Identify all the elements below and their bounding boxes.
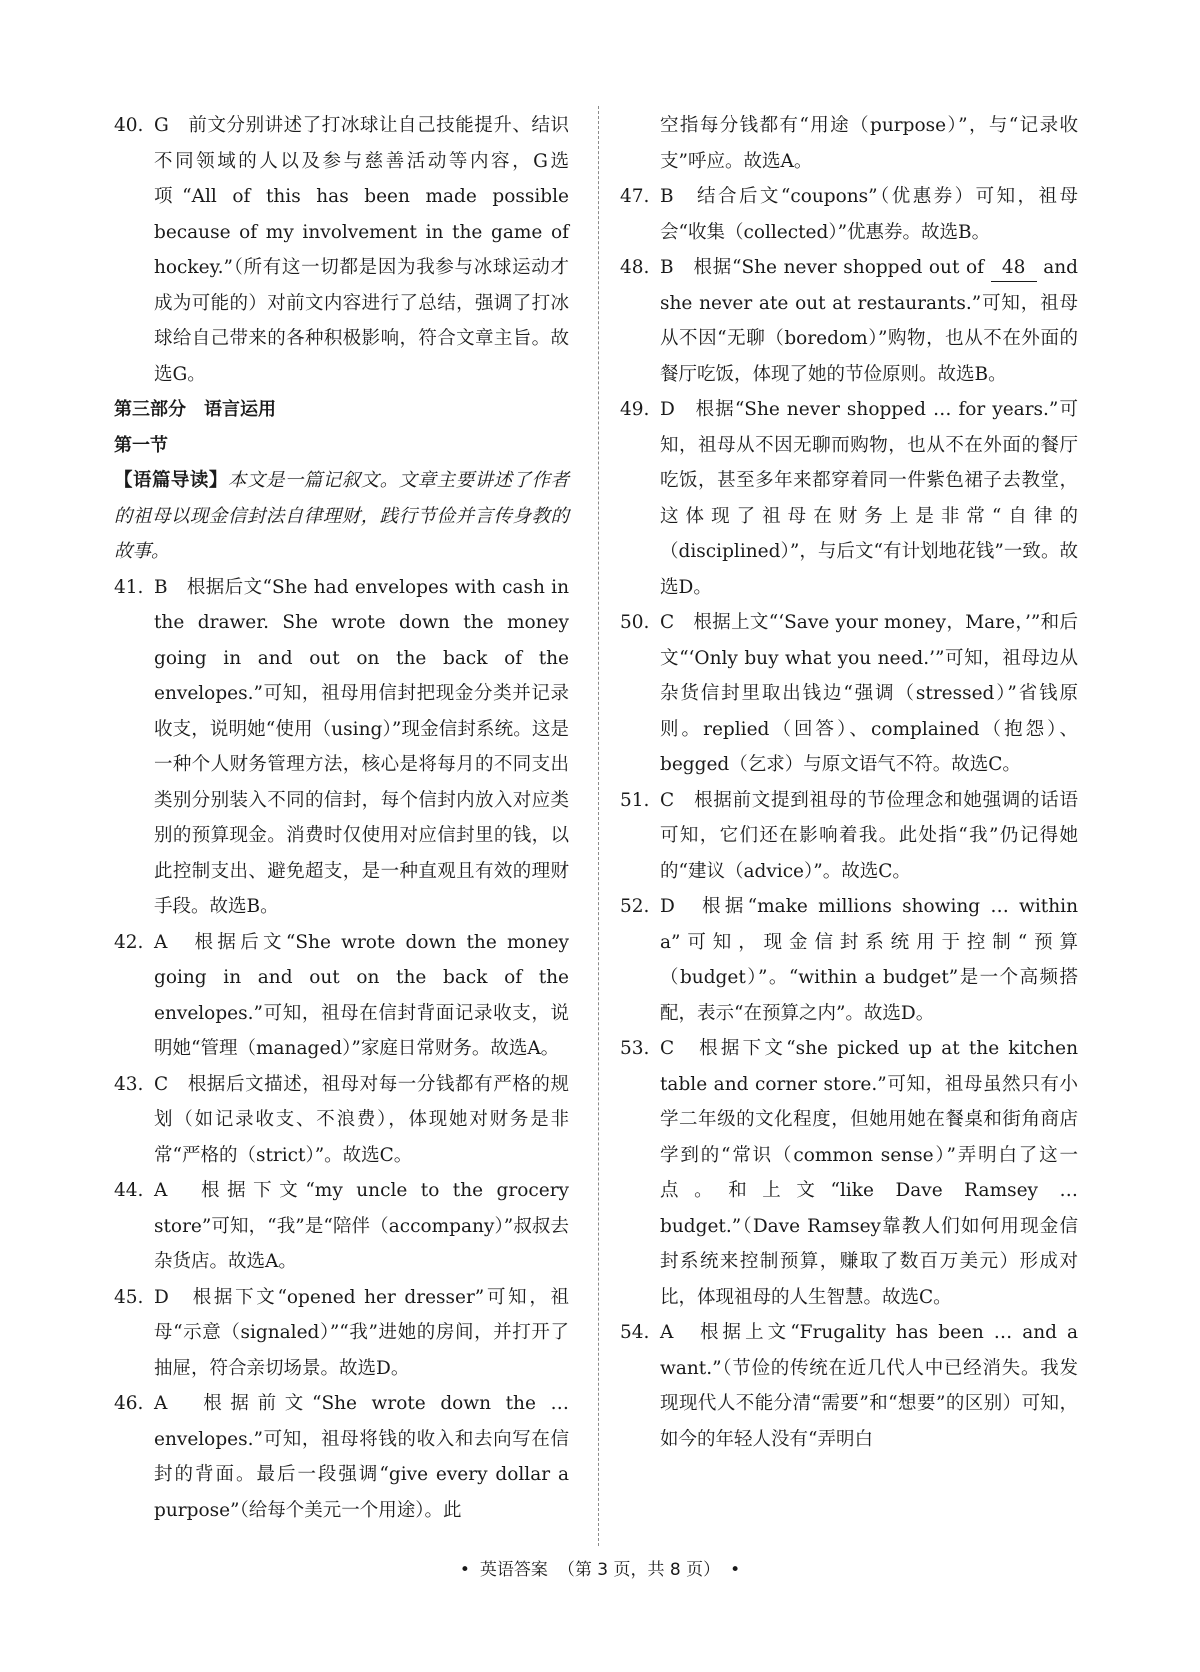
item-explanation: G 前文分别讲述了打冰球让自己技能提升、结识不同领域的人以及参与慈善活动等内容，G选项“All of this has been made possible because of my involvement in the game of hockey.”（所有这一切都是因为我参与冰球运动才成为可能的）对前文内容进行了总结，强调了打冰球给自己带来的各种积极影响，符合文章主旨。故选G。 xyxy=(154,115,569,385)
passage-intro xyxy=(114,463,569,570)
item-number: 43. xyxy=(114,1073,144,1095)
footer-subject: 英语答案 xyxy=(479,1560,548,1580)
answer-item-46 xyxy=(114,1386,569,1528)
intro-text: 本文是一篇记叙文。文章主要讲述了作者的祖母以现金信封法自律理财，践行节俭并言传身教的故事。 xyxy=(114,470,569,562)
answer-item-53 xyxy=(620,1031,1078,1315)
item-number: 48. xyxy=(620,257,650,278)
footer-dot-left: • xyxy=(459,1560,470,1580)
right-column xyxy=(620,108,1078,1457)
column-divider xyxy=(598,106,599,1546)
answer-item-46-continued: 空指每分钱都有“用途（purpose）”，与“记录收支”呼应。故选A。 xyxy=(660,115,1078,172)
answer-item-54 xyxy=(620,1315,1078,1457)
item-number: 44. xyxy=(114,1180,144,1201)
item-explanation: D 根据下文“opened her dresser”可知，祖母“示意（signaled）”“我”进她的房间，并打开了抽屉，符合亲切场景。故选D。 xyxy=(154,1286,569,1379)
section-heading: 第三部分 语言运用 xyxy=(114,399,276,420)
item-number: 40. xyxy=(114,115,144,136)
item-number: 51. xyxy=(620,789,650,811)
page-footer xyxy=(0,1555,1200,1580)
item-explanation: A 根据前文“She wrote down the … envelopes.”可知，祖母将钱的收入和去向写在信封的背面。最后一段强调“give every dollar a purpose”（给每个美元一个用途）。此 xyxy=(154,1393,569,1521)
item-explanation: B 结合后文“coupons”（优惠券）可知，祖母会“收集（collected）”优惠券。故选B。 xyxy=(660,186,1078,243)
item-explanation: D 根据“make millions showing … within a”可知，现金信封系统用于控制“预算（budget）”。“within a budget”是一个高频搭配，表示“在预算之内”。故选D。 xyxy=(660,896,1078,1024)
item-number: 46. xyxy=(114,1393,144,1414)
item-number: 50. xyxy=(620,612,650,633)
item-explanation: C 根据上文“‘Save your money，Mare，’”和后文“‘Only buy what you need.’”可知，祖母边从杂货信封里取出钱边“强调（stressed）”省钱原则。replied（回答）、complained（抱怨）、begged（乞求）与原文语气不符。故选C。 xyxy=(660,612,1078,775)
item-explanation: C 根据后文描述，祖母对每一分钱都有严格的规划（如记录收支、不浪费），体现她对财务是非常“严格的（strict）”。故选C。 xyxy=(154,1073,569,1166)
item-number: 52. xyxy=(620,896,650,917)
answer-item-48 xyxy=(620,250,1078,392)
item-number: 41. xyxy=(114,576,144,598)
answer-item-41 xyxy=(114,570,569,925)
answer-item-51 xyxy=(620,783,1078,890)
explanation-part: B 根据“She never shopped out of xyxy=(660,257,991,278)
answer-item-40 xyxy=(114,108,569,392)
item-explanation: A 根据下文“my uncle to the grocery store”可知，“我”是“陪伴（accompany）”叔叔去杂货店。故选A。 xyxy=(154,1180,569,1272)
intro-label: 【语篇导读】 xyxy=(114,470,228,491)
item-explanation: C 根据下文“she picked up at the kitchen table and corner store.”可知，祖母虽然只有小学二年级的文化程度，但她用她在餐桌和街角商店学到的“常识（common sense）”弄明白了这一点。和上文“like Dave Ramsey … budget.”（Dave Ramsey靠教人们如何用现金信封系统来控制预算，赚取了数百万美元）形成对比，体现祖母的人生智慧。故选C。 xyxy=(660,1038,1078,1308)
item-number: 47. xyxy=(620,186,650,207)
answer-item-50 xyxy=(620,605,1078,783)
item-explanation: B 根据后文“She had envelopes with cash in the drawer. She wrote down the money going in and out on the back of the envelopes.”可知，祖母用信封把现金分类并记录收支，说明她“使用（using）”现金信封系统。这是一种个人财务管理方法，核心是将每月的不同支出类别分别装入不同的信封，每个信封内放入对应类别的预算现金。消费时仅使用对应信封里的钱，以此控制支出、避免超支，是一种直观且有效的理财手段。故选B。 xyxy=(154,576,569,917)
explanation-part: and she never ate out at restaurants.”可知，祖母从不因“无聊（boredom）”购物，也从不在外面的餐厅吃饭，体现了她的节俭原则。故选B。 xyxy=(660,257,1079,385)
footer-dot-right: • xyxy=(730,1560,741,1580)
answer-item-49 xyxy=(620,392,1078,605)
item-explanation: A 根据后文“She wrote down the money going in and out on the back of the envelopes.”可知，祖母在信封背面记录收支，说明她“管理（managed）”家庭日常财务。故选A。 xyxy=(154,931,569,1059)
answer-item-43 xyxy=(114,1067,569,1174)
item-number: 45. xyxy=(114,1286,144,1308)
item-number: 54. xyxy=(620,1322,650,1343)
left-column xyxy=(114,108,569,1528)
answer-item-45 xyxy=(114,1280,569,1387)
answer-item-42 xyxy=(114,925,569,1067)
answer-item-44 xyxy=(114,1173,569,1280)
subsection-heading: 第一节 xyxy=(114,434,168,456)
item-explanation xyxy=(660,250,1078,392)
answer-item-47 xyxy=(620,179,1078,250)
item-number: 53. xyxy=(620,1038,650,1059)
item-explanation: C 根据前文提到祖母的节俭理念和她强调的话语可知，它们还在影响着我。此处指“我”仍记得她的“建议（advice）”。故选C。 xyxy=(660,789,1078,882)
item-explanation: D 根据“She never shopped … for years.”可知，祖母从不因无聊而购物，也从不在外面的餐厅吃饭，甚至多年来都穿着同一件紫色裙子去教堂，这体现了祖母在财务上是非常“自律的（disciplined）”，与后文“有计划地花钱”一致。故选D。 xyxy=(660,399,1078,598)
item-number: 42. xyxy=(114,931,144,953)
blank-48: 48 xyxy=(991,255,1037,282)
footer-page-info: （第 3 页，共 8 页） xyxy=(557,1560,721,1580)
item-number: 49. xyxy=(620,399,650,420)
item-explanation: A 根据上文“Frugality has been … and a want.”（节俭的传统在近几代人中已经消失。我发现现代人不能分清“需要”和“想要”的区别）可知，如今的年轻人没有“弄明白 xyxy=(660,1322,1078,1450)
answer-item-52 xyxy=(620,889,1078,1031)
